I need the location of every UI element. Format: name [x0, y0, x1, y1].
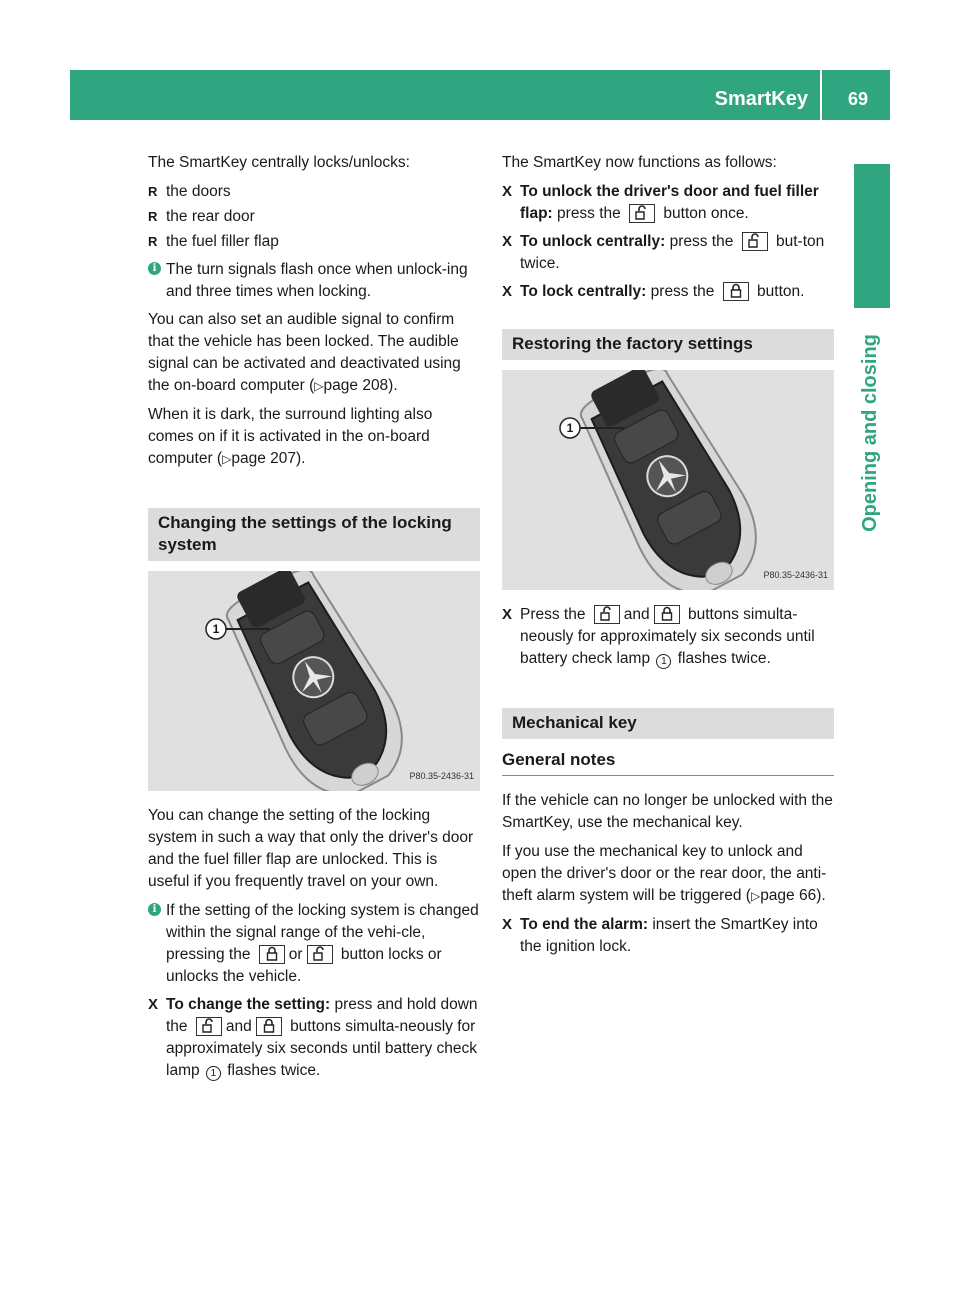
page-number: 69 [847, 89, 868, 109]
page-ref-arrow-icon: ▷ [314, 379, 324, 393]
page-ref-arrow-icon: ▷ [222, 452, 232, 466]
intro-text: The SmartKey now functions as follows: [502, 154, 777, 171]
image-code: P80.35-2436-31 [763, 570, 828, 580]
lock-icon [723, 282, 749, 301]
chapter-label: Opening and closing [859, 334, 881, 532]
page-ref-arrow-icon: ▷ [750, 889, 761, 903]
step-marker-icon: X [502, 916, 513, 933]
smartkey-image [502, 370, 834, 590]
image-code: P80.35-2436-31 [409, 771, 474, 781]
paragraph: If you use the mechanical key to unlock and open the driver's door or the rear door, the anti-theft alarm system will be triggered (▷page 66). [502, 843, 827, 904]
unlock-icon [196, 1017, 222, 1036]
running-title: SmartKey [715, 70, 822, 120]
smartkey-illustration [502, 370, 834, 590]
header-bar [70, 70, 890, 120]
paragraph: If the vehicle can no longer be unlocked with the SmartKey, use the mechanical key. [502, 792, 833, 831]
step-marker-icon: X [502, 283, 513, 300]
step-marker-icon: X [502, 183, 513, 200]
unlock-icon [629, 204, 655, 223]
section-heading: Changing the settings of the locking system [148, 508, 480, 561]
unlock-icon [742, 232, 768, 251]
step-marker-icon: X [502, 606, 513, 623]
instruction-step: X To lock centrally: press the button. [502, 281, 834, 303]
section-heading: Restoring the factory settings [502, 329, 834, 360]
instruction-step: X To unlock the driver's door and fuel filler flap: press the button once. [502, 183, 819, 222]
smartkey-illustration [148, 571, 480, 791]
callout-number: 1 [566, 421, 574, 435]
lock-icon [654, 605, 680, 624]
lock-icon [259, 945, 285, 964]
lock-icon [256, 1017, 282, 1036]
left-column [148, 152, 480, 1088]
step-marker-icon: X [148, 996, 159, 1013]
callout-number: 1 [212, 622, 220, 636]
list-item: R the doors [148, 181, 480, 203]
paragraph: When it is dark, the surround lighting also comes on if it is activated in the on-board computer (▷page 207). [148, 406, 433, 467]
chapter-tab [854, 164, 890, 308]
info-note: i The turn signals flash once when unlock-ing and three times when locking. [148, 259, 480, 303]
list-item: R the rear door [148, 206, 480, 228]
right-column [502, 152, 834, 964]
unlock-icon [307, 945, 333, 964]
info-icon: i [148, 903, 161, 916]
paragraph: You can also set an audible signal to confirm that the vehicle has been locked. The audible signal can be activated and deactivated using the on-board computer (▷page 208). [148, 311, 461, 394]
instruction-step: X To change the setting: press and hold down the and buttons simulta-neously for approximately six seconds until battery check lamp 1 flashes twice. [148, 996, 478, 1079]
instruction-step: X To end the alarm: insert the SmartKey into the ignition lock. [502, 916, 818, 955]
paragraph: You can change the setting of the locking system in such a way that only the driver's door and the fuel filler flap are unlocked. This is useful if you frequently travel on your own. [148, 807, 474, 890]
subsection-heading: General notes [502, 749, 834, 776]
step-marker-icon: X [502, 233, 513, 250]
list-item: R the fuel filler flap [148, 231, 480, 253]
info-note: i If the setting of the locking system is changed within the signal range of the vehi-cle, pressing the or button locks or unlocks the vehicle. [148, 900, 480, 988]
callout-number: 1 [656, 654, 671, 669]
instruction-step: X Press the and buttons simulta-neously for approximately six seconds until battery check lamp 1 flashes twice. [502, 606, 815, 667]
smartkey-image [148, 571, 480, 791]
instruction-step: X To unlock centrally: press the but-ton twice. [502, 233, 825, 272]
callout-number: 1 [206, 1066, 221, 1081]
section-heading: Mechanical key [502, 708, 834, 739]
info-icon: i [148, 262, 161, 275]
intro-text: The SmartKey centrally locks/unlocks: [148, 154, 410, 171]
unlock-icon [594, 605, 620, 624]
